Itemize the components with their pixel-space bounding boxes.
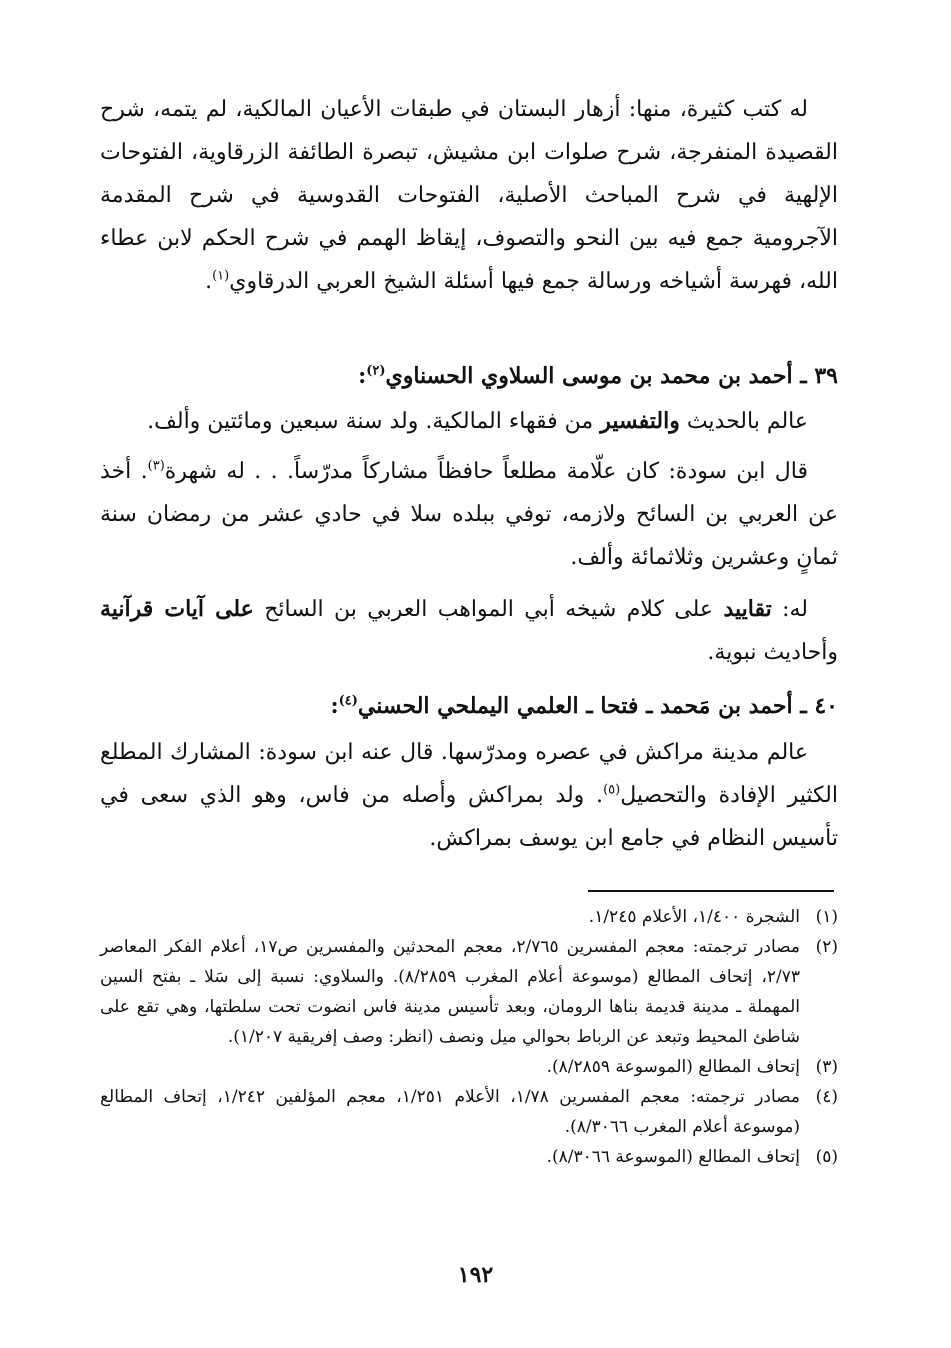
footnote-text: مصادر ترجمته: معجم المفسرين ٢/٧٦٥، معجم المحدثين والمفسرين ص١٧، أعلام الفكر المعاصر ٢/٧٣، إتحاف المطالع (موسوعة أعلام المغرب ٨/٢٨٥٩). والسلاوي: نسبة إلى سَلا ـ بفتح السين المهملة ـ مدينة قديمة بناها الرومان، وبعد تأسيس مدينة فاس انضوت تحت سلطتها، وهي تقع على شاطئ المحيط وتبعد عن الرباط بحوالي ميل ونصف (انظر: وصف إفريقية ١/٢٠٧). — [100, 937, 800, 1047]
footnote-ref-5[interactable]: (٥) — [603, 782, 621, 798]
footnote-item — [100, 1082, 838, 1142]
footnote-item — [100, 902, 838, 932]
footnote-number: (١) — [815, 907, 838, 927]
entry-40-p1-text-b: . ولد بمراكش وأصله من فاس، وهو الذي سعى في تأسيس النظام في جامع ابن يوسف بمراكش. — [100, 783, 838, 851]
entry-40-heading-block — [100, 685, 838, 728]
entry-40-p1-text-a: عالم مدينة مراكش في عصره ومدرّسها. قال عنه ابن سودة: المشارك المطلع الكثير الإفادة والتحصيل — [100, 740, 838, 808]
entry-39-p3-text-b: على كلام شيخه أبي المواهب العربي بن السائح — [253, 597, 724, 622]
entry-39-p3-bold-2: على آيات قرآنية — [100, 596, 254, 622]
entry-39-p3-text-c: وأحاديث نبوية. — [707, 640, 838, 665]
footnote-item — [100, 932, 838, 1052]
intro-paragraph — [100, 88, 838, 303]
entry-39-p1-bold: والتفسير — [600, 408, 680, 434]
footnote-ref-3[interactable]: (٣) — [147, 458, 165, 474]
entry-39-paragraph-2 — [100, 450, 838, 579]
entry-40-heading — [100, 685, 838, 728]
footnote-text: مصادر ترجمته: معجم المفسرين ١/٧٨، الأعلام ١/٢٥١، معجم المؤلفين ١/٢٤٢، إتحاف المطالع (موسوعة أعلام المغرب ٨/٣٠٦٦). — [100, 1087, 800, 1137]
entry-39-paragraph-3-block — [100, 588, 838, 674]
entry-40-paragraph-1 — [100, 731, 838, 860]
footnote-number: (٤) — [815, 1087, 838, 1107]
entry-39-paragraph-2-block — [100, 450, 838, 579]
entry-40-heading-text: ٤٠ ـ أحمد بن مَحمد ـ فتحا ـ العلمي اليملحي الحسني — [357, 693, 838, 719]
entry-39-heading-colon: : — [358, 363, 367, 389]
entry-39-p2-text-b: . أخذ عن العربي بن السائح ولازمه، توفي ببلده سلا في حادي عشر من رمضان سنة ثمانٍ وعشرين وثلاثمائة وألف. — [100, 459, 838, 570]
footnote-text: الشجرة ١/٤٠٠، الأعلام ١/٢٤٥. — [588, 907, 800, 927]
entry-39-p3-bold-1: تقاييد — [723, 596, 772, 622]
footnote-ref-1[interactable]: (١) — [212, 268, 230, 284]
footnotes-section — [100, 902, 838, 1172]
entry-39-paragraph-3 — [100, 588, 838, 674]
entry-39-heading — [100, 355, 838, 398]
entry-39-heading-text: ٣٩ ـ أحمد بن محمد بن موسى السلاوي الحسناوي — [385, 363, 838, 389]
footnote-ref-4[interactable]: (٤) — [338, 693, 358, 709]
entry-39-heading-block — [100, 355, 838, 398]
page-number: ١٩٢ — [457, 1262, 494, 1288]
entry-39-p2-text-a: قال ابن سودة: كان علّامة مطلعاً حافظاً مشاركاً مدرّساً. . . له شهرة — [164, 459, 808, 484]
footnote-item — [100, 1142, 838, 1172]
footnote-item — [100, 1052, 838, 1082]
entry-40-paragraph-1-block — [100, 731, 838, 860]
footnote-text: إتحاف المطالع (الموسوعة ٨/٢٨٥٩). — [546, 1057, 800, 1077]
entry-40-heading-colon: : — [330, 693, 339, 719]
entry-39-p1-text-a: عالم بالحديث — [679, 409, 808, 434]
footnote-text: إتحاف المطالع (الموسوعة ٨/٣٠٦٦). — [546, 1147, 800, 1167]
intro-paragraph-block — [100, 88, 838, 303]
entry-39-paragraph-1 — [100, 400, 838, 443]
footnote-number: (٢) — [815, 937, 838, 957]
footnote-number: (٥) — [815, 1147, 838, 1167]
footnote-ref-2[interactable]: (٢) — [366, 363, 386, 379]
intro-text: له كتب كثيرة، منها: أزهار البستان في طبقات الأعيان المالكية، لم يتمه، شرح القصيدة المنفرجة، شرح صلوات ابن مشيش، تبصرة الطائفة الزرقاوية، الفتوحات الإلهية في شرح المباحث الأصلية، الفتوحات القدوسية في شرح المقدمة الآجرومية جمع فيه بين النحو والتصوف، إيقاظ الهمم في شرح الحكم لابن عطاء الله، فهرسة أشياخه ورسالة جمع فيها أسئلة الشيخ العربي الدرقاوي — [100, 97, 839, 294]
entry-39-p1-text-b: من فقهاء المالكية. ولد سنة سبعين ومائتين وألف. — [147, 409, 601, 434]
footnote-number: (٣) — [815, 1057, 838, 1077]
entry-39-paragraph-1-block — [100, 400, 838, 443]
intro-end: . — [205, 269, 213, 294]
entry-39-p3-text-a: له: — [771, 597, 808, 622]
footnote-divider — [588, 890, 834, 892]
